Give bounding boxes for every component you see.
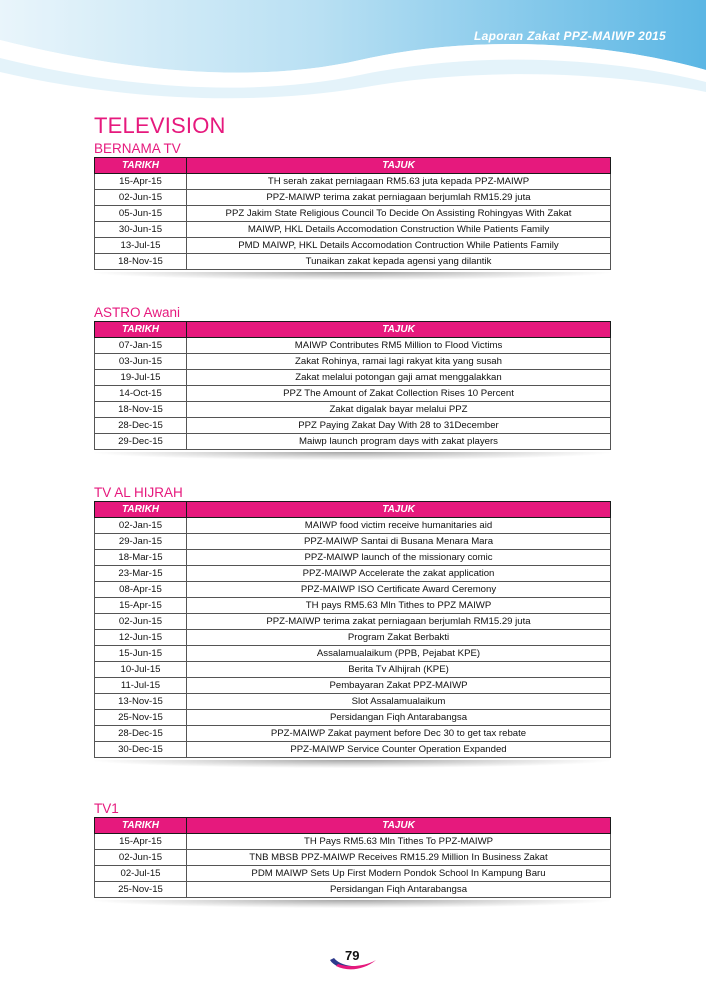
column-header-title: TAJUK — [187, 322, 611, 338]
row-date: 02-Jul-15 — [95, 866, 187, 882]
row-title: PPZ-MAIWP Santai di Busana Menara Mara — [187, 534, 611, 550]
column-header-title: TAJUK — [187, 502, 611, 518]
row-date: 03-Jun-15 — [95, 354, 187, 370]
table-row — [95, 866, 611, 882]
table-row — [95, 614, 611, 630]
table-row — [95, 882, 611, 898]
table-row — [95, 222, 611, 238]
row-title: PPZ The Amount of Zakat Collection Rises 10 Percent — [187, 386, 611, 402]
table-row — [95, 850, 611, 866]
row-date: 02-Jun-15 — [95, 190, 187, 206]
row-date: 07-Jan-15 — [95, 338, 187, 354]
table-row — [95, 694, 611, 710]
table-row — [95, 238, 611, 254]
table-row — [95, 174, 611, 190]
row-date: 18-Nov-15 — [95, 254, 187, 270]
row-title: PPZ Jakim State Religious Council To Decide On Assisting Rohingyas With Zakat — [187, 206, 611, 222]
section-astro-awani — [94, 304, 610, 460]
table-row — [95, 370, 611, 386]
row-title: Zakat digalak bayar melalui PPZ — [187, 402, 611, 418]
row-date: 11-Jul-15 — [95, 678, 187, 694]
row-date: 15-Apr-15 — [95, 834, 187, 850]
row-date: 13-Nov-15 — [95, 694, 187, 710]
section-tv1 — [94, 800, 610, 908]
row-title: MAIWP, HKL Details Accomodation Construction While Patients Family — [187, 222, 611, 238]
row-title: PPZ-MAIWP terima zakat perniagaan berjumlah RM15.29 juta — [187, 190, 611, 206]
table-row — [95, 566, 611, 582]
row-title: PPZ-MAIWP terima zakat perniagaan berjumlah RM15.29 juta — [187, 614, 611, 630]
table-row — [95, 598, 611, 614]
row-title: MAIWP food victim receive humanitaries aid — [187, 518, 611, 534]
row-date: 14-Oct-15 — [95, 386, 187, 402]
section-title: BERNAMA TV — [94, 141, 181, 156]
table-row — [95, 726, 611, 742]
row-date: 10-Jul-15 — [95, 662, 187, 678]
row-title: Persidangan Fiqh Antarabangsa — [187, 882, 611, 898]
row-title: PPZ-MAIWP Zakat payment before Dec 30 to get tax rebate — [187, 726, 611, 742]
table-header-row — [95, 502, 611, 518]
row-date: 05-Jun-15 — [95, 206, 187, 222]
column-header-title: TAJUK — [187, 158, 611, 174]
row-date: 28-Dec-15 — [95, 418, 187, 434]
row-title: Tunaikan zakat kepada agensi yang dilantik — [187, 254, 611, 270]
section-title: ASTRO Awani — [94, 305, 181, 320]
table-row — [95, 418, 611, 434]
column-header-date: TARIKH — [95, 158, 187, 174]
table-row — [95, 678, 611, 694]
column-header-title: TAJUK — [187, 818, 611, 834]
table-row — [95, 710, 611, 726]
section-title: TV1 — [94, 801, 119, 816]
column-header-date: TARIKH — [95, 818, 187, 834]
row-title: PPZ Paying Zakat Day With 28 to 31December — [187, 418, 611, 434]
row-date: 19-Jul-15 — [95, 370, 187, 386]
row-title: TH pays RM5.63 Mln Tithes to PPZ MAIWP — [187, 598, 611, 614]
row-date: 30-Dec-15 — [95, 742, 187, 758]
row-title: Assalamualaikum (PPB, Pejabat KPE) — [187, 646, 611, 662]
table-header-row — [95, 322, 611, 338]
table-shadow — [94, 272, 610, 280]
table-row — [95, 742, 611, 758]
row-title: PPZ-MAIWP Accelerate the zakat application — [187, 566, 611, 582]
table-shadow — [94, 900, 610, 908]
table-row — [95, 534, 611, 550]
news-table — [94, 501, 611, 758]
column-header-date: TARIKH — [95, 502, 187, 518]
row-title: Slot Assalamualaikum — [187, 694, 611, 710]
row-date: 30-Jun-15 — [95, 222, 187, 238]
table-row — [95, 646, 611, 662]
row-title: Zakat Rohinya, ramai lagi rakyat kita yang susah — [187, 354, 611, 370]
table-shadow — [94, 452, 610, 460]
row-date: 12-Jun-15 — [95, 630, 187, 646]
row-date: 08-Apr-15 — [95, 582, 187, 598]
row-title: MAIWP Contributes RM5 Million to Flood Victims — [187, 338, 611, 354]
row-title: Persidangan Fiqh Antarabangsa — [187, 710, 611, 726]
row-date: 29-Jan-15 — [95, 534, 187, 550]
row-title: Berita Tv Alhijrah (KPE) — [187, 662, 611, 678]
row-title: Zakat melalui potongan gaji amat menggalakkan — [187, 370, 611, 386]
table-row — [95, 338, 611, 354]
row-title: PDM MAIWP Sets Up First Modern Pondok School In Kampung Baru — [187, 866, 611, 882]
table-header-row — [95, 158, 611, 174]
table-row — [95, 206, 611, 222]
row-date: 18-Mar-15 — [95, 550, 187, 566]
header-wave-background — [0, 0, 706, 110]
row-date: 28-Dec-15 — [95, 726, 187, 742]
table-row — [95, 402, 611, 418]
table-header-row — [95, 818, 611, 834]
row-title: Pembayaran Zakat PPZ-MAIWP — [187, 678, 611, 694]
row-date: 13-Jul-15 — [95, 238, 187, 254]
row-date: 15-Apr-15 — [95, 174, 187, 190]
report-header-title: Laporan Zakat PPZ-MAIWP 2015 — [474, 29, 666, 43]
row-title: Program Zakat Berbakti — [187, 630, 611, 646]
row-date: 29-Dec-15 — [95, 434, 187, 450]
table-row — [95, 662, 611, 678]
row-title: TH Pays RM5.63 Mln Tithes To PPZ-MAIWP — [187, 834, 611, 850]
row-title: PPZ-MAIWP ISO Certificate Award Ceremony — [187, 582, 611, 598]
row-title: TH serah zakat perniagaan RM5.63 juta kepada PPZ-MAIWP — [187, 174, 611, 190]
table-row — [95, 834, 611, 850]
row-title: Maiwp launch program days with zakat players — [187, 434, 611, 450]
column-header-date: TARIKH — [95, 322, 187, 338]
table-row — [95, 434, 611, 450]
row-title: PMD MAIWP, HKL Details Accomodation Contruction While Patients Family — [187, 238, 611, 254]
page-number: 79 — [345, 948, 360, 963]
row-date: 25-Nov-15 — [95, 710, 187, 726]
news-table — [94, 817, 611, 898]
table-row — [95, 190, 611, 206]
table-row — [95, 354, 611, 370]
section-bernama-tv — [94, 140, 610, 280]
row-date: 25-Nov-15 — [95, 882, 187, 898]
row-title: PPZ-MAIWP Service Counter Operation Expanded — [187, 742, 611, 758]
row-date: 23-Mar-15 — [95, 566, 187, 582]
table-shadow — [94, 760, 610, 768]
row-date: 02-Jun-15 — [95, 850, 187, 866]
section-title: TV AL HIJRAH — [94, 485, 183, 500]
row-date: 18-Nov-15 — [95, 402, 187, 418]
table-row — [95, 630, 611, 646]
page-title: TELEVISION — [94, 113, 226, 138]
news-table — [94, 321, 611, 450]
section-tv-al-hijrah — [94, 484, 610, 768]
row-date: 02-Jan-15 — [95, 518, 187, 534]
table-row — [95, 550, 611, 566]
table-row — [95, 582, 611, 598]
table-row — [95, 254, 611, 270]
table-row — [95, 386, 611, 402]
news-table — [94, 157, 611, 270]
table-row — [95, 518, 611, 534]
row-date: 15-Apr-15 — [95, 598, 187, 614]
row-title: PPZ-MAIWP launch of the missionary comic — [187, 550, 611, 566]
row-date: 15-Jun-15 — [95, 646, 187, 662]
row-title: TNB MBSB PPZ-MAIWP Receives RM15.29 Million In Business Zakat — [187, 850, 611, 866]
row-date: 02-Jun-15 — [95, 614, 187, 630]
